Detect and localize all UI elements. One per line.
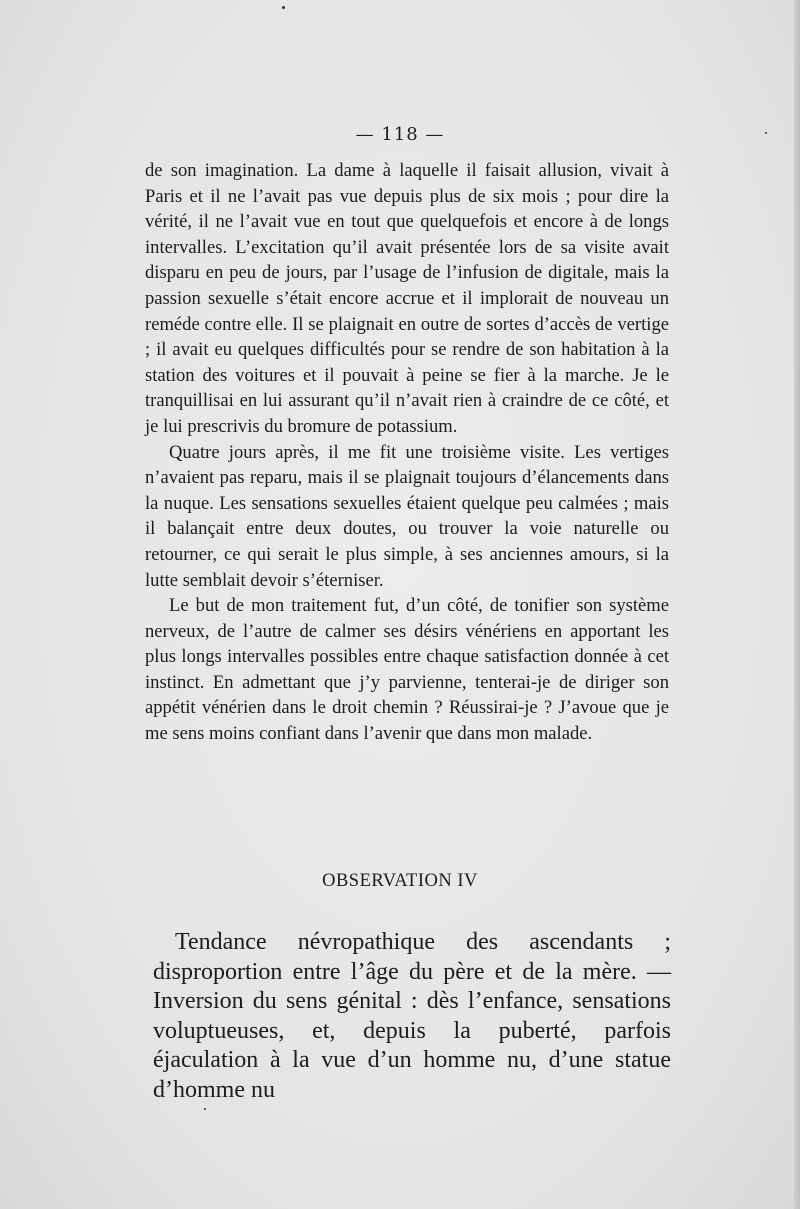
ink-speck [282, 6, 285, 9]
page-edge [794, 0, 800, 1209]
section-title: OBSERVATION IV [322, 871, 478, 891]
body-text [145, 158, 669, 747]
paragraph-3: Le but de mon traitement fut, d’un côté, de tonifier son système nerveux, de l’autre de calmer ses désirs vénériens en apportant les plus longs intervalles possibles entre chaque satisfaction donnée à cet instinct. En admettant que j’y parvienne, tenterai-je de diriger son appétit vénérien dans le droit chemin ? Réussirai-je ? J’avoue que je me sens moins confiant dans l’avenir que dans mon malade. [145, 595, 669, 745]
paragraph-2: Quatre jours après, il me fit une troisième visite. Les vertiges n’avaient pas reparu, mais il se plaignait toujours d’élancements dans la nuque. Les sensations sexuelles étaient quelque peu calmées ; mais il balançait entre deux doutes, ou trouver la voie naturelle ou retourner, ce qui serait le plus simple, à ses anciennes amours, si la lutte semblait devoir s’éterniser. [145, 441, 669, 591]
observation-summary: Tendance névropathique des ascendants ; disproportion entre l’âge du père et de la mère. — Inversion du sens génital : dès l’enfance, sensations voluptueuses, et, depuis la puberté, parfois éjaculation à la vue d’un homme nu, d’une statue d’homme nu [153, 929, 671, 1103]
paragraph-1: de son imagination. La dame à laquelle il faisait allusion, vivait à Paris et il ne l’avait pas vue depuis plus de six mois ; pour dire la vérité, il ne l’avait vue en tout que quelquefois et encore à de longs intervalles. L’excitation qu’il avait présentée lors de sa visite avait disparu en peu de jours, par l’usage de l’infusion de digitale, mais la passion sexuelle s’était encore accrue et il implorait de nouveau un reméde contre elle. Il se plaignait en outre de sortes d’accès de vertige ; il avait eu quelques difficultés pour se rendre de son habitation à la station des voitures et il pouvait à peine se fier à la marche. Je le tranquillisai en lui assurant qu’il n’avait rien à craindre de ce côté, et je lui prescrivis du bromure de potassium. [145, 160, 669, 437]
ink-speck [204, 1108, 206, 1110]
page-number-header: — 118 — [355, 124, 445, 145]
